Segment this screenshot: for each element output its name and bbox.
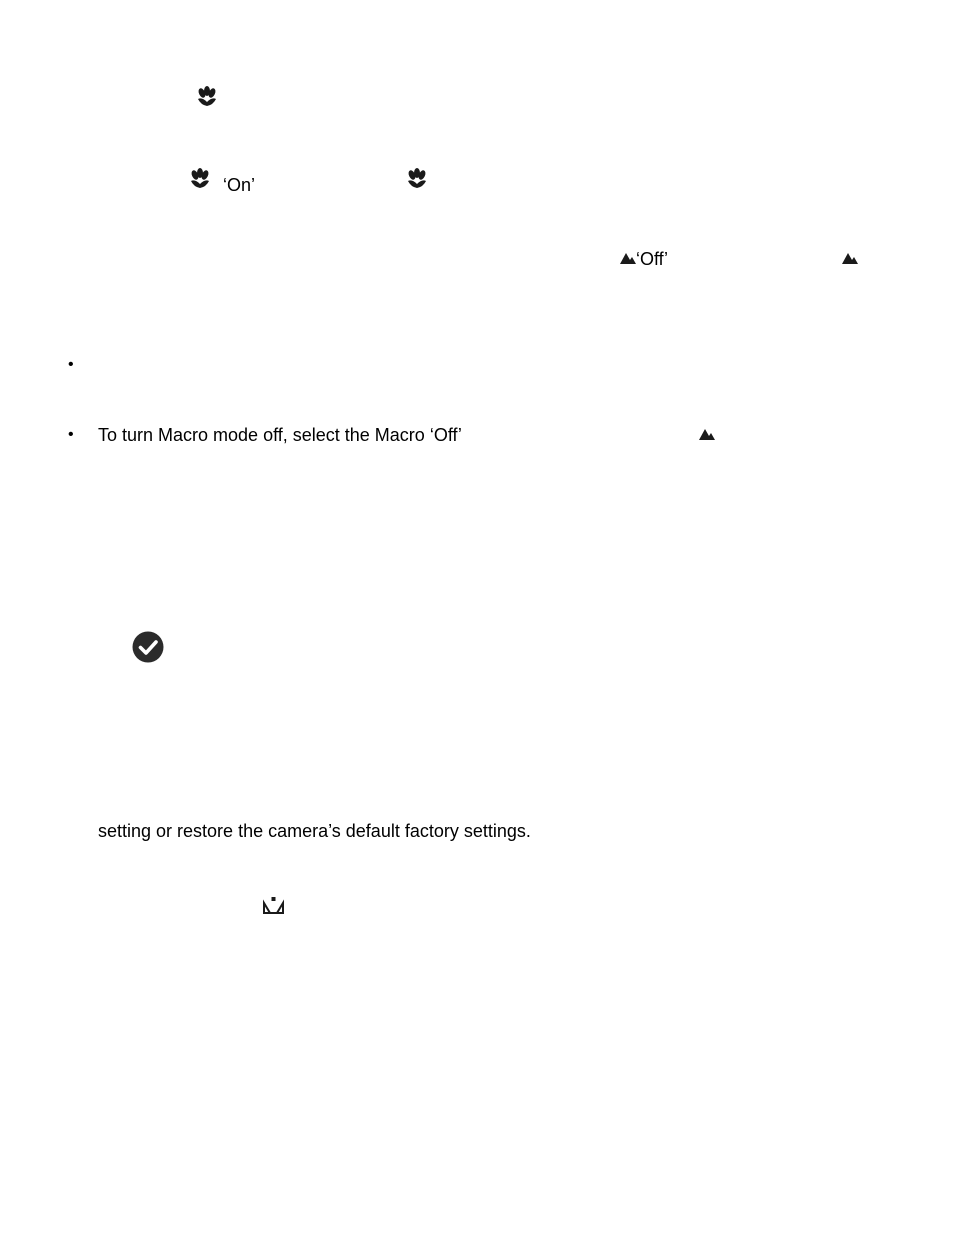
bullet-marker: • xyxy=(68,426,74,443)
landscape-mountain-icon xyxy=(842,252,858,264)
macro-flower-icon xyxy=(196,86,218,108)
bullet-text: To turn Macro mode off, select the Macro ‘Off’ xyxy=(98,425,462,445)
macro-flower-icon xyxy=(189,168,211,190)
setup-menu-icon xyxy=(263,897,284,914)
settings-text: setting or restore the camera’s default factory settings. xyxy=(98,821,531,841)
macro-off-label: ‘Off’ xyxy=(636,249,669,269)
landscape-mountain-icon xyxy=(620,252,636,264)
bullet-marker: • xyxy=(68,356,74,373)
checkmark-circle-icon xyxy=(132,631,164,663)
landscape-mountain-icon xyxy=(699,428,715,440)
macro-on-label: ‘On’ xyxy=(223,175,256,195)
macro-flower-icon xyxy=(406,168,428,190)
